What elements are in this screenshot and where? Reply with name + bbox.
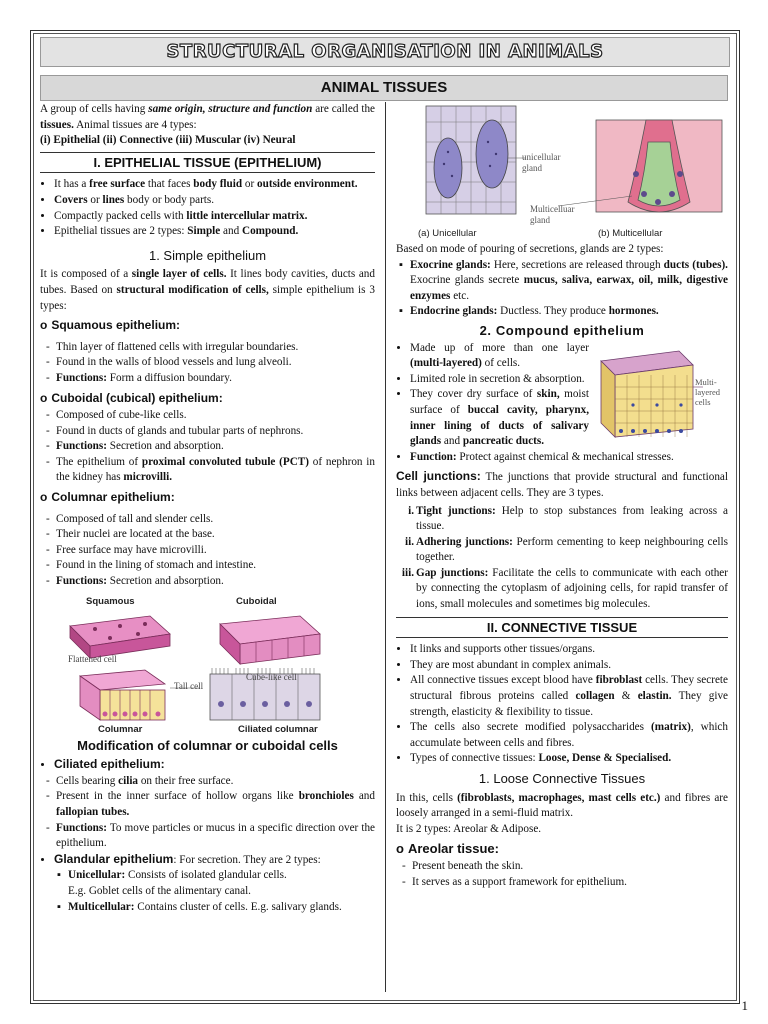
gland-caption-a: (a) Unicellular (418, 228, 477, 239)
cell-junctions-paragraph: Cell junctions: The junctions that provide structural and functional links between adjacent cells. They are 3 types. (396, 469, 729, 499)
list-item: • Compactly packed cells with little intercellular matrix. (54, 209, 375, 225)
left-column (40, 102, 375, 917)
right-column (396, 102, 728, 890)
list-item: • Epithelial tissues are 2 types: Simple and Compound. (54, 224, 375, 240)
list-item: - Their nuclei are located at the base. (56, 527, 375, 543)
list-item: - Present beneath the skin. (412, 859, 728, 875)
page-number: 1 (741, 998, 748, 1014)
cuboidal-list (40, 408, 375, 486)
list-item: • The cells also secrete modified polysaccharides (matrix), which accumulate between cells and fibres. (410, 720, 728, 751)
list-item: • Ciliated epithelium: - Cells bearing cilia on their free surface. - Present in the inner surface of hollow organs like bronchioles and fallopian tubes. - Functions: To move particles or mucus in a specific direction over the epithelium. (54, 757, 375, 852)
list-item: - Functions: Secretion and absorption. (56, 439, 375, 455)
fig-label-tall: Tall cell (174, 680, 204, 691)
modification-heading: Modification of columnar or cuboidal cells (77, 737, 338, 753)
list-item: ▪ Endocrine glands: Ductless. They produce hormones. (410, 304, 728, 320)
list-item: - Present in the inner surface of hollow organs like bronchioles and fallopian tubes. (56, 789, 375, 820)
list-item: • Types of connective tissues: Loose, Dense & Specialised. (410, 751, 728, 767)
unicellular-gland-label: unicellular gland (522, 152, 561, 173)
list-item: • Function: Protect against chemical & mechanical stresses. (410, 450, 728, 466)
loose-connective-heading: 1. Loose Connective Tissues (478, 771, 646, 786)
connective-heading: II. CONNECTIVE TISSUE (396, 617, 728, 639)
list-item: • Made up of more than one layer (multi-layered) of cells. (410, 341, 728, 372)
fig-label-squamous: Squamous (86, 595, 135, 607)
list-item: - Found in the walls of blood vessels and lung alveoli. (56, 355, 375, 371)
section-title: ANIMAL TISSUES (40, 75, 728, 101)
list-item: i. Tight junctions: Help to stop substances from leaking across a tissue. (408, 504, 729, 533)
page-title: STRUCTURAL ORGANISATION IN ANIMALS (166, 41, 604, 62)
list-item: - Composed of cube-like cells. (56, 408, 375, 424)
list-item: ▪ Multicellular: Contains cluster of cells. E.g. salivary glands. (68, 900, 375, 916)
intro-paragraph: A group of cells having same origin, structure and function are called the tissues. Animal tissues are 4 types: (i) Epithelial (ii) Connective (iii) Muscular (iv) Neural (40, 103, 375, 147)
fig-label-cubelike: Cube-like cell (246, 671, 297, 682)
list-item: - Found in the lining of stomach and intestine. (56, 558, 375, 574)
gland-caption-b: (b) Multicellular (598, 228, 663, 239)
compound-figure (593, 341, 728, 439)
list-item: • It links and supports other tissues/organs. (410, 642, 728, 658)
list-item: • Limited role in secretion & absorption. (410, 372, 728, 388)
list-item: • Covers or lines body or body parts. (54, 193, 375, 209)
list-item: ii. Adhering junctions: Perform cementing to keep neighbouring cells together. (404, 535, 728, 564)
tissue-types: (i) Epithelial (ii) Connective (iii) Muscular (iv) Neural (40, 134, 296, 147)
columnar-list (40, 512, 375, 590)
compound-epithelium-heading: 2. Compound epithelium (479, 322, 645, 338)
loose-paragraph: In this, cells (fibroblasts, macrophages, mast cells etc.) and fibres are loosely arranged in a semi-fluid matrix. (396, 791, 728, 820)
list-item: • All connective tissues except blood have fibroblast cells. They secrete structural fibrous proteins called collagen & elastin. They give strength, elasticity & flexibility to tissue. (410, 673, 728, 720)
list-item: - Functions: To move particles or mucus in a specific direction over the epithelium. (56, 821, 375, 852)
epithelial-list (40, 177, 375, 239)
multicellular-gland-label: Multicelluar gland (530, 204, 575, 225)
squamous-list (40, 340, 375, 387)
simple-paragraph: It is composed of a single layer of cells. It lines body cavities, ducts and tubes. Based on structural modification of cells, simple epithelium is 3 types: (40, 268, 375, 312)
list-item: - Free surface may have microvilli. (56, 543, 375, 559)
glands-list (396, 258, 728, 320)
areolar-list (396, 859, 728, 890)
list-item: • It has a free surface that faces body fluid or outside environment. (54, 177, 375, 193)
glands-intro: Based on mode of pouring of secretions, glands are 2 types: (396, 243, 664, 255)
column-divider (385, 102, 386, 992)
areolar-heading: o Areolar tissue: (396, 841, 499, 857)
loose-types: It is 2 types: Areolar & Adipose. (396, 822, 542, 835)
connective-list (396, 642, 728, 767)
list-item: • They cover dry surface of skin, moist surface of buccal cavity, pharynx, inner lining of ducts of salivary glands and pancreatic ducts. (410, 387, 728, 449)
list-item: • Glandular epithelium: For secretion. They are 2 types: ▪ Unicellular: Consists of isolated glandular cells. E.g. Goblet cells of the alimentary canal. ▪ Multicellular: Contains cluster of cells. E.g. salivary glands. (54, 852, 375, 915)
list-item: ▪ Unicellular: Consists of isolated glandular cells. E.g. Goblet cells of the alimentary canal. (68, 868, 375, 899)
multilayered-label: Multi-layered cells (695, 376, 721, 407)
list-item: - It serves as a support framework for epithelium. (412, 875, 728, 891)
fig-label-cuboidal: Cuboidal (236, 595, 277, 607)
simple-epithelium-figure (50, 594, 350, 734)
list-item: iii. Gap junctions: Facilitate the cells to communicate with each other by connecting the cytoplasm of adjoining cells, for rapid transfer of ions, small molecules and sometimes big molecules. (401, 566, 728, 611)
list-item: - The epithelium of proximal convoluted tubule (PCT) of nephron in the kidney has microvilli. (56, 455, 375, 486)
fig-label-columnar: Columnar (98, 723, 143, 735)
cuboidal-heading: o Cuboidal (cubical) epithelium: (40, 390, 223, 405)
list-item: - Functions: Secretion and absorption. (56, 574, 375, 590)
list-item: - Composed of tall and slender cells. (56, 512, 375, 528)
fig-label-ciliated: Ciliated columnar (238, 723, 318, 735)
fig-label-flattened: Flattened cell (68, 653, 117, 664)
squamous-heading: o Squamous epithelium: (40, 318, 181, 333)
list-item: - Functions: Form a diffusion boundary. (56, 371, 375, 387)
simple-epithelium-heading: 1. Simple epithelium (148, 247, 267, 263)
epithelial-heading: I. EPITHELIAL TISSUE (EPITHELIUM) (40, 152, 375, 174)
list-item: • They are most abundant in complex animals. (410, 658, 728, 674)
gland-figure (396, 102, 728, 240)
junctions-list (396, 504, 728, 613)
list-item: - Found in ducts of glands and tubular parts of nephrons. (56, 424, 375, 440)
modification-list (40, 757, 375, 915)
columnar-heading: o Columnar epithelium: (40, 490, 175, 505)
list-item: - Thin layer of flattened cells with irregular boundaries. (56, 340, 375, 356)
list-item: ▪ Exocrine glands: Here, secretions are released through ducts (tubes). Exocrine glands secrete mucus, saliva, earwax, oil, milk, digestive enzymes etc. (410, 258, 728, 305)
page-title-banner (40, 37, 730, 67)
list-item: - Cells bearing cilia on their free surface. (56, 774, 375, 790)
